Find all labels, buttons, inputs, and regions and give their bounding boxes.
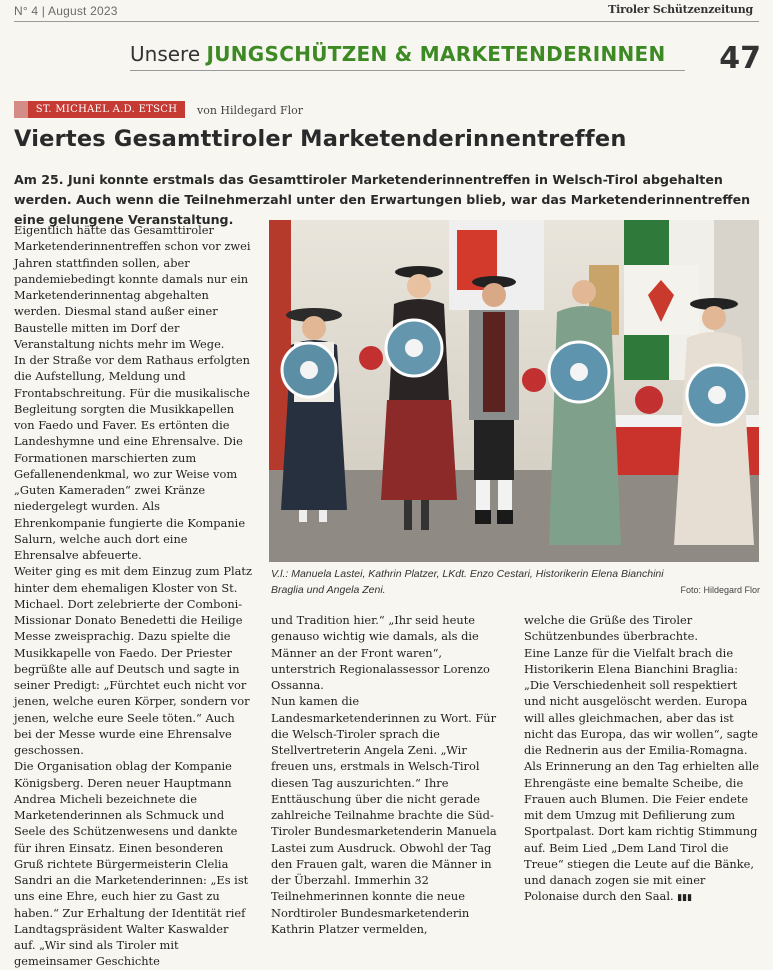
header-divider xyxy=(14,21,759,22)
section-title-lead: Unsere xyxy=(130,42,207,66)
end-mark: ▮▮▮ xyxy=(677,893,693,904)
paragraph: Eigentlich hätte das Gesamttiroler Marketenderinnentreffen schon vor zwei Jahren stattfinden sollen, aber pandemiebedingt konnte damals nur ein Marketenderinnentag abgehalten werden. Diesmal stand außer einer Baustelle mitten im Dorf der Veranstaltung nichts mehr im Wege. xyxy=(14,223,251,351)
text-column-1 xyxy=(14,222,252,970)
page-number: 47 xyxy=(719,41,761,76)
paragraph: In der Straße vor dem Rathaus erfolgten die Aufstellung, Meldung und Frontabschreitung. Für die musikalische Begleitung sorgten die Musikkapellen von Faedo und Faver. Es ertönten die Landeshymne und eine Ehrensalve. Die Formationen marschierten zum Gefallenendenkmal, wo zur Weise vom „Guten Kameraden“ zwei Kränze niedergelegt wurden. Als Ehrenkompanie fungierte die Kompanie Salurn, welche auch dort eine Ehrensalve abfeuerte. xyxy=(14,353,250,562)
article-intro: Am 25. Juni konnte erstmals das Gesamttiroler Marketenderinnentreffen in Welsch-Tirol abgehalten werden. Auch wenn die Teilnehmerzahl unter den Erwartungen blieb, war das Marketenderinnentreffen eine gelungene Veranstaltung. xyxy=(14,172,751,227)
section-title-highlight: JUNGSCHÜTZEN & MARKETENDERINNEN xyxy=(206,42,666,66)
photo-credit: Foto: Hildegard Flor xyxy=(680,585,760,595)
issue-info: N° 4 | August 2023 xyxy=(14,4,118,18)
paragraph: und Tradition hier.“ „Ihr seid heute genauso wichtig wie damals, als die Männer an der Front waren“, unterstrich Regionalassessor Lorenzo Ossanna. xyxy=(271,613,490,692)
article-title: Viertes Gesamttiroler Marketenderinnentreffen xyxy=(14,126,627,152)
paragraph-text: Als Erinnerung an den Tag erhielten alle Ehrengäste eine bemalte Scheibe, die Frauen auch Blumen. Die Feier endete mit dem Umzug mit Defilierung zum Sportpalast. Dort kam richtig Stimmung auf. Beim Lied „Dem Land Tirol die Treue“ stiegen die Leute auf die Bänke, und danach zogen sie mit einer Polonaise durch den Saal. xyxy=(524,759,759,904)
paragraph xyxy=(524,758,760,906)
photo-caption: V.l.: Manuela Lastei, Kathrin Platzer, LKdt. Enzo Cestari, Historikerin Elena Bianchini Braglia und Angela Zeni. xyxy=(271,568,664,596)
text-column-3 xyxy=(524,612,760,907)
section-divider xyxy=(130,70,685,71)
group-photo xyxy=(269,220,759,562)
text-column-2 xyxy=(271,612,507,937)
location-tag-accent xyxy=(14,101,28,118)
byline: von Hildegard Flor xyxy=(197,104,304,117)
paragraph: Die Organisation oblag der Kompanie Königsberg. Deren neuer Hauptmann Andrea Micheli bezeichnete die Marketenderinnen als Schmuck und Seele des Schützenwesens und dankte für ihren Einsatz. Einen besonderen Gruß richtete Bürgermeisterin Clelia Sandri an die Marketenderinnen: „Es ist uns eine Ehre, euch hier zu Gast zu haben.“ Zur Erhaltung der Identität rief Landtagspräsident Walter Kaswalder auf. „Wir sind als Tiroler mit gemeinsamer Geschichte xyxy=(14,759,249,969)
paragraph: Eine Lanze für die Vielfalt brach die Historikerin Elena Bianchini Braglia: „Die Verschiedenheit soll respektiert und nicht ausgelöscht werden. Europa will alles gleichmachen, aber das ist nicht das Europa, das wir wollen“, sagte die Rednerin aus der Emilia-Romagna. xyxy=(524,645,759,757)
photo-illustration xyxy=(269,220,759,562)
paragraph: welche die Grüße des Tiroler Schützenbundes überbrachte. xyxy=(524,613,698,644)
publication-name: Tiroler Schützenzeitung xyxy=(608,3,753,16)
paragraph: Nun kamen die Landesmarketenderinnen zu Wort. Für die Welsch-Tiroler sprach die Stellvertreterin Angela Zeni. „Wir freuen uns, erstmals in Welsch-Tirol diesen Tag auszurichten.“ Ihre Enttäuschung über die nicht gerade zahlreiche Teilnahme brachte die Süd-Tiroler Bundesmarketenderin Manuela Lastei zum Ausdruck. Obwohl der Tag den Frauen galt, waren die Männer in der Überzahl. Immerhin 32 Teilnehmerinnen konnte die neue Nordtiroler Bundesmarketenderin Kathrin Platzer vermelden, xyxy=(271,694,497,936)
section-title xyxy=(130,42,666,66)
paragraph: Weiter ging es mit dem Einzug zum Platz hinter dem ehemaligen Kloster von St. Michael. Dort zelebrierte der Comboni-Missionar Donato Benedetti die Heilige Messe zweisprachig. Dazu spielte die Musikkapelle von Faedo. Der Priester begrüßte alle auf Deutsch und sagte in seiner Predigt: „Fürchtet euch nicht vor jenen, welche euren Körper, sondern vor jenen, welche eure Seele töten.“ Auch bei der Messe wurde eine Ehrensalve geschossen. xyxy=(14,564,253,757)
location-tag: ST. MICHAEL A.D. ETSCH xyxy=(28,101,185,118)
